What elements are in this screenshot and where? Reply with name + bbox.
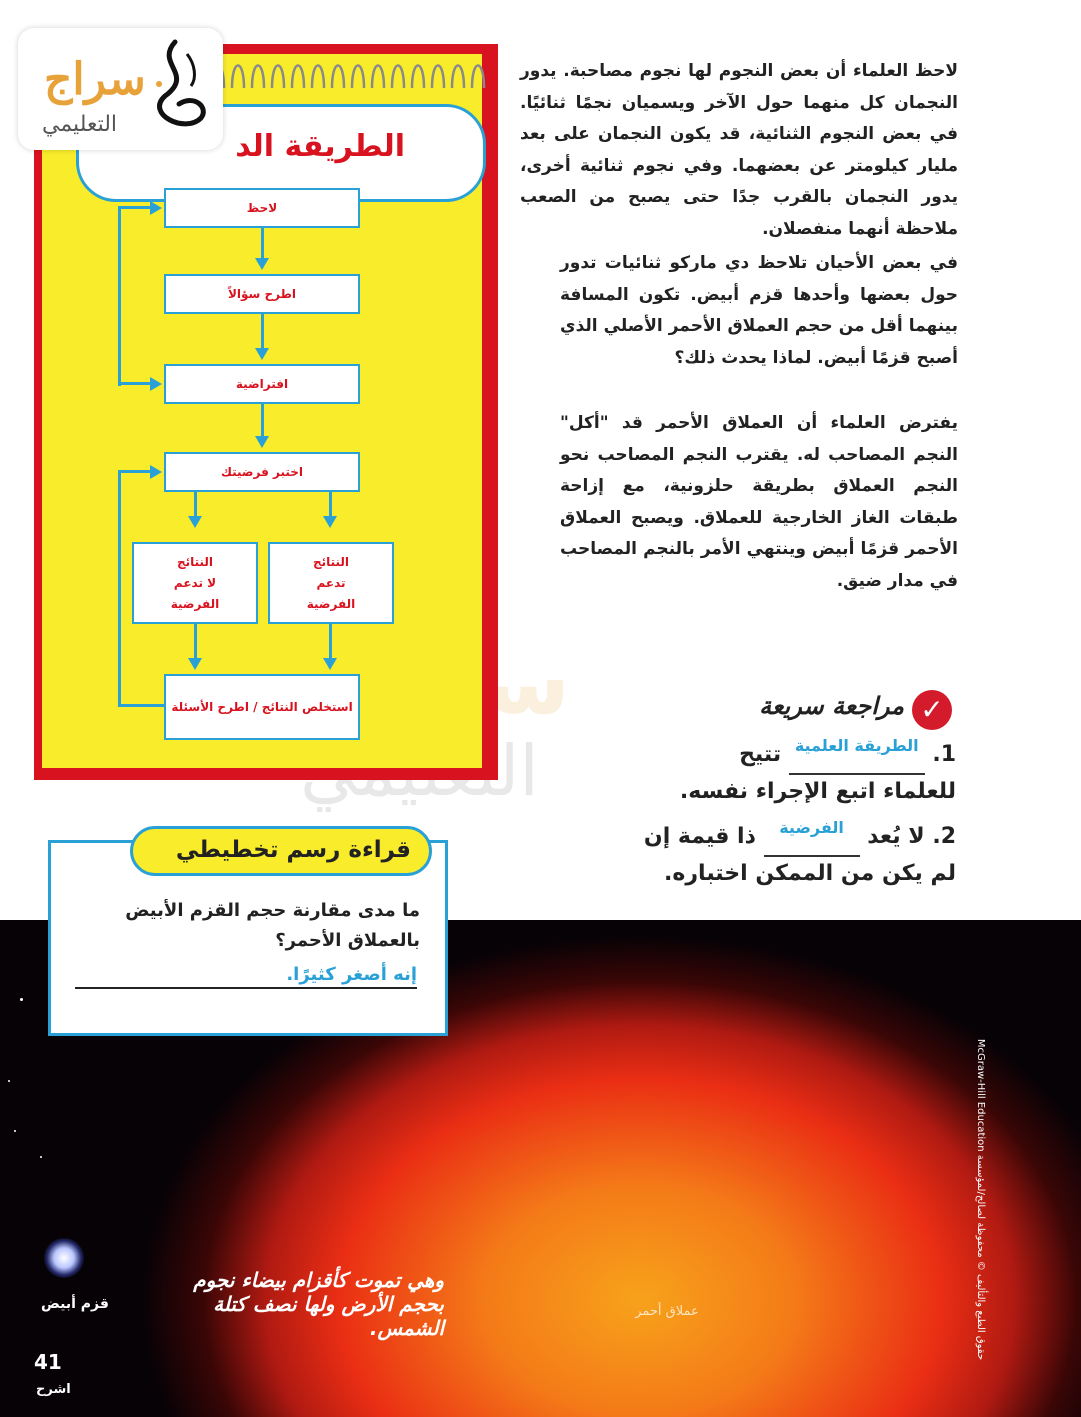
flow-line — [329, 492, 332, 518]
calligraphy-icon — [135, 34, 215, 144]
item-number: 2. — [932, 824, 956, 849]
arrow-down-icon — [255, 258, 269, 270]
step-conclude: استخلص النتائج / اطرح الأسئلة — [164, 674, 360, 740]
loop-line — [118, 206, 152, 209]
star — [14, 1130, 16, 1132]
step-test-hypothesis: اختبر فرضيتك — [164, 452, 360, 492]
step-ask-question: اطرح سؤالاً — [164, 274, 360, 314]
results-line: الفرضية — [306, 596, 356, 611]
page-number: 41 — [34, 1350, 62, 1374]
copyright-text: حقوق الطبع والتأليف © محفوظة لصالح/لمؤسسة McGraw-Hill Education — [975, 1038, 986, 1360]
answer-blank — [764, 820, 860, 857]
space-caption: وهي تموت كأقزام بيضاء نجوم بحجم الأرض ولها نصف كتلة الشمس. — [193, 1268, 444, 1340]
results-line: الفرضية — [170, 596, 220, 611]
flow-line — [261, 228, 264, 260]
white-dwarf-label: قزم أبيض — [41, 1296, 109, 1312]
quick-review-item-1 — [590, 738, 956, 809]
loop-line — [118, 704, 164, 707]
step-hypothesis: افتراضية — [164, 364, 360, 404]
item-text: ذا قيمة إن — [643, 824, 756, 849]
logo-name: سراج — [44, 54, 146, 105]
flowchart-title: الطريقة الد — [235, 129, 405, 164]
quick-review-title: مراجعة سريعة — [759, 692, 904, 720]
flow-line — [194, 624, 197, 660]
scientific-method-notebook — [34, 44, 498, 780]
item-text-before: لا يُعد — [867, 824, 925, 849]
item-text-rest: للعلماء اتبع الإجراء نفسه. — [679, 779, 956, 804]
flow-line — [261, 404, 264, 438]
flow-line — [194, 492, 197, 518]
flow-line — [261, 314, 264, 350]
results-line: تدعم — [316, 575, 346, 590]
answer-blank — [789, 738, 925, 775]
loop-line — [118, 470, 152, 473]
copyright-notice — [966, 930, 986, 1360]
loop-line — [118, 206, 121, 386]
graph-reading-question: ما مدى مقارنة حجم القزم الأبيض بالعملاق الأحمر؟ — [125, 900, 420, 951]
results-line: النتائج — [176, 554, 214, 569]
star — [8, 1080, 10, 1082]
white-dwarf-star — [44, 1238, 84, 1278]
arrow-right-icon — [150, 201, 162, 215]
item-number: 1. — [932, 742, 956, 767]
paragraph-white-dwarf-binaries: في بعض الأحيان تلاحظ دي ماركو ثنائيات تدور حول بعضها وأحدها قزم أبيض. تكون المسافة بينهما أقل من حجم العملاق الأحمر الأصلي الذي أصبح قزمًا أبيض. لماذا يحدث ذلك؟ — [560, 253, 958, 368]
check-icon: ✓ — [912, 690, 952, 730]
arrow-down-icon — [255, 436, 269, 448]
paragraph-binary-stars: لاحظ العلماء أن بعض النجوم لها نجوم مصاحبة. يدور النجمان كل منهما حول الآخر ويسميان نجمًا ثنائيًا. في بعض النجوم الثنائية، قد يكون النجمان على بعد مليار كيلومتر عن بعضهما. وفي نجوم ثنائية أخرى، يدور النجمان بالقرب جدًا حتى يصبح من الصعب ملاحظة أنهما منفصلان. — [520, 61, 958, 239]
graph-reading-answer: إنه أصغر كثيرًا. — [75, 964, 417, 989]
page-section: اشرح — [36, 1382, 71, 1397]
graph-reading-title: قراءة رسم تخطيطي — [175, 837, 411, 863]
item-text: تتيح — [739, 742, 782, 767]
loop-line — [118, 470, 121, 706]
item-text-rest: لم يكن من الممكن اختباره. — [664, 861, 956, 886]
loop-line — [118, 382, 152, 385]
paragraph-hypothesis: يفترض العلماء أن العملاق الأحمر قد "أكل" النجم المصاحب له. يقترب النجم المصاحب نحو النجم العملاق بطريقة حلزونية، مع إزاحة طبقات الغاز الخارجية للعملاق. ويصبح العملاق الأحمر قزمًا أبيض وينتهي الأمر بالنجم المصاحب في مدار ضيق. — [560, 413, 958, 591]
graph-reading-tab — [130, 826, 432, 876]
results-line: لا تدعم — [173, 575, 217, 590]
step-results-support — [268, 542, 394, 624]
arrow-down-icon — [188, 658, 202, 670]
arrow-right-icon — [150, 465, 162, 479]
results-line: النتائج — [312, 554, 350, 569]
step-observe: لاحظ — [164, 188, 360, 228]
spiral-binding-icon — [204, 54, 504, 94]
quick-review-header — [720, 690, 956, 730]
arrow-down-icon — [255, 348, 269, 360]
arrow-down-icon — [323, 516, 337, 528]
quick-review-item-2 — [590, 820, 956, 891]
answer-text: الفرضية — [779, 818, 844, 837]
arrow-right-icon — [150, 377, 162, 391]
arrow-down-icon — [188, 516, 202, 528]
logo — [18, 28, 223, 150]
red-giant-label: عملاق أحمر — [635, 1304, 699, 1319]
flow-line — [329, 624, 332, 660]
star — [20, 998, 23, 1001]
arrow-down-icon — [323, 658, 337, 670]
logo-subtitle: التعليمي — [42, 112, 118, 137]
star — [40, 1156, 42, 1158]
answer-text: الطريقة العلمية — [794, 736, 919, 755]
step-results-not-support — [132, 542, 258, 624]
